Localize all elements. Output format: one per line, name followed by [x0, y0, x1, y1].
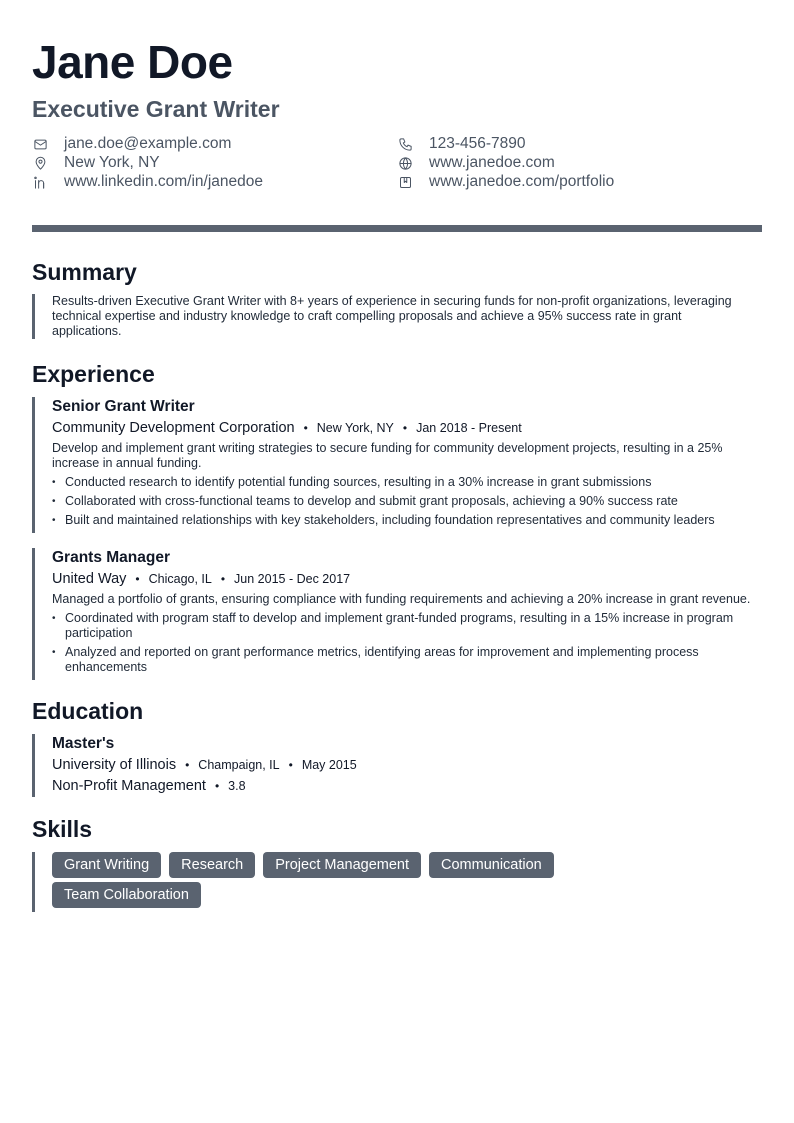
header-divider: [32, 225, 762, 232]
job-location: New York, NY: [316, 421, 394, 435]
contact-phone-text: 123-456-7890: [429, 135, 526, 152]
skill-chip: Team Collaboration: [52, 882, 201, 908]
school-location: Champaign, IL: [198, 758, 280, 772]
degree: Master's: [52, 735, 115, 752]
contact-email[interactable]: [32, 135, 397, 153]
summary-block: [32, 294, 762, 339]
separator-dot: •: [220, 572, 226, 586]
map-pin-icon: [32, 155, 48, 171]
skill-chip: Research: [169, 852, 255, 878]
list-item: • Conducted research to identify potential funding sources, resulting in a 30% increase in grant submissions: [52, 475, 762, 490]
education-meta: [52, 757, 762, 774]
job-meta: [52, 420, 762, 436]
contact-website-text: www.janedoe.com: [429, 154, 555, 171]
contact-portfolio[interactable]: [397, 173, 762, 191]
education-entry: [32, 734, 762, 797]
summary-text: Results-driven Executive Grant Writer with 8+ years of experience in securing funds for non-profit organizations, leveraging technical expertise and industry knowledge to craft compelling proposals and achieve a 95% success rate in grant applications.: [52, 294, 732, 338]
job-bullets: [52, 475, 762, 528]
list-item: • Analyzed and reported on grant performance metrics, identifying areas for improvement and implementing process enhancements: [52, 645, 762, 675]
skill-chip: Grant Writing: [52, 852, 161, 878]
job-title-headline: Executive Grant Writer: [32, 96, 280, 122]
contact-location: [32, 154, 397, 172]
job-dates: Jan 2018 - Present: [416, 421, 522, 435]
job-entry: [32, 397, 762, 533]
gpa: 3.8: [228, 779, 246, 793]
list-item: • Collaborated with cross-functional teams to develop and submit grant proposals, achieving a 90% success rate: [52, 494, 762, 509]
job-location: Chicago, IL: [148, 572, 212, 586]
contact-location-text: New York, NY: [64, 154, 160, 171]
job-description: Managed a portfolio of grants, ensuring compliance with funding requirements and achieving a 20% increase in grant revenue.: [52, 592, 751, 606]
separator-dot: •: [303, 421, 308, 435]
mail-icon: [32, 136, 48, 152]
job-company: Community Development Corporation: [52, 420, 295, 436]
separator-dot: •: [185, 758, 190, 772]
job-title: Senior Grant Writer: [52, 398, 195, 415]
phone-icon: [397, 136, 413, 152]
job-dates: Jun 2015 - Dec 2017: [234, 572, 351, 586]
contact-linkedin-text: www.linkedin.com/in/janedoe: [64, 173, 264, 190]
education-field-line: [52, 778, 762, 795]
summary-heading: Summary: [32, 259, 137, 285]
linkedin-icon: [32, 174, 48, 190]
skills-block: [32, 852, 762, 912]
skills-heading: Skills: [32, 816, 93, 842]
job-bullets: [52, 611, 762, 675]
field-of-study: Non-Profit Management: [52, 778, 206, 794]
portfolio-icon: [397, 174, 413, 190]
contact-linkedin[interactable]: [32, 173, 397, 191]
separator-dot: •: [288, 758, 293, 772]
job-title: Grants Manager: [52, 549, 171, 566]
contact-website[interactable]: [397, 154, 762, 172]
job-entry: [32, 548, 762, 680]
experience-heading: Experience: [32, 361, 155, 387]
separator-dot: •: [214, 779, 220, 793]
separator-dot: •: [402, 421, 408, 435]
skill-chip: Project Management: [263, 852, 421, 878]
separator-dot: •: [135, 572, 140, 586]
skill-chip: Communication: [429, 852, 554, 878]
skills-list: [52, 852, 712, 912]
job-company: United Way: [52, 571, 127, 587]
list-item: • Coordinated with program staff to develop and implement grant-funded programs, resulting in a 15% increase in program participation: [52, 611, 762, 641]
contact-email-text: jane.doe@example.com: [64, 135, 232, 152]
education-heading: Education: [32, 698, 144, 724]
contact-phone[interactable]: [397, 135, 762, 153]
graduation-date: May 2015: [301, 758, 357, 772]
globe-icon: [397, 155, 413, 171]
contact-grid: [32, 135, 762, 191]
list-item: • Built and maintained relationships with key stakeholders, including foundation representatives and community leaders: [52, 513, 762, 528]
job-description: Develop and implement grant writing strategies to secure funding for community development projects, resulting in a 25% increase in annual funding.: [52, 441, 723, 470]
school-name: University of Illinois: [52, 757, 177, 773]
contact-portfolio-text: www.janedoe.com/portfolio: [429, 173, 615, 190]
job-meta: [52, 571, 762, 587]
candidate-name: Jane Doe: [32, 36, 233, 88]
